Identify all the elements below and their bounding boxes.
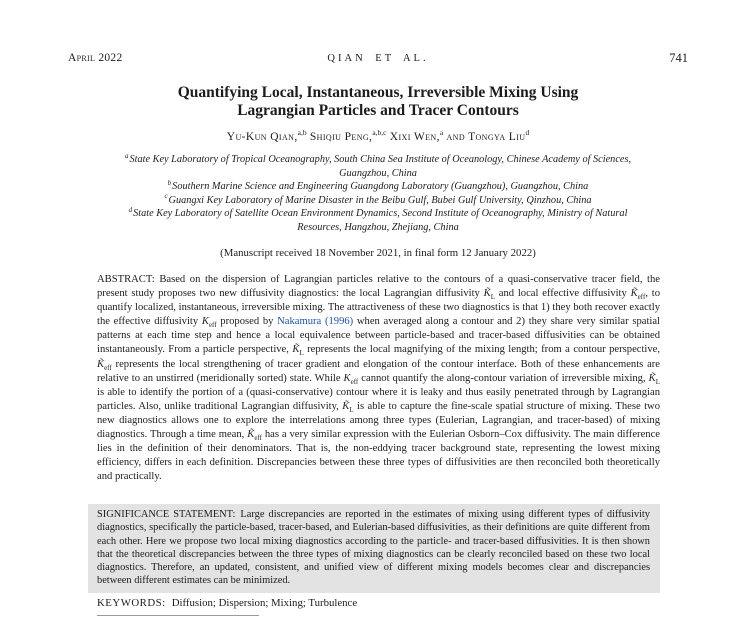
math-symbol: $K̃_L$ bbox=[483, 288, 495, 302]
running-header bbox=[68, 52, 688, 68]
footnote-separator-rule bbox=[97, 615, 259, 616]
text-run: proposed by bbox=[216, 316, 278, 328]
math-symbol: $K̃_{eff}$ bbox=[630, 288, 646, 302]
text-run: Yu-Kun Qian,$^{a,b}$ bbox=[226, 128, 307, 143]
text-run: and Tongya Liu$^d$ bbox=[443, 128, 530, 143]
text-run: when averaged along a contour and 2) they share very similar spatial patterns at each time step and hence a local equivalence between particle-based and tracer-based diffusivities can be obtained instantaneously. From a particle perspective, bbox=[97, 316, 660, 356]
text-run: has a very similar expression with the Eulerian Osborn–Cox diffusivity. The main difference lies in the definition of their denominators. That is, the non-eddying tracer background state, representing the lowest mixing efficiency, differs in each definition. Discrepancies between these three types of diffusivities are then reconciled both theoretically and practically. bbox=[97, 429, 660, 483]
manuscript-received-note: (Manuscript received 18 November 2021, in final form 12 January 2022) bbox=[220, 247, 536, 259]
text-run: is able to capture the fine-scale spatial structure of mixing. These two new diagnostics allows one to explore the interrelations among three types (Eulerian, Lagrangian, and tracer-based) of mixing diagnostics. Through a time mean, bbox=[97, 400, 660, 441]
math-symbol: $K̃_L$ bbox=[648, 372, 660, 386]
affiliation-text: State Key Laboratory of Satellite Ocean Environment Dynamics, Second Institute of Oceanography, Ministry of Natural Resources, Hangzhou, Zhejiang, China bbox=[133, 208, 628, 233]
affiliation-marker: a bbox=[124, 151, 129, 160]
keywords-label: KEYWORDS: bbox=[97, 597, 166, 609]
affiliation bbox=[118, 153, 638, 180]
affiliation-marker: c bbox=[164, 192, 168, 201]
affiliation bbox=[118, 194, 638, 208]
affiliation bbox=[118, 207, 638, 234]
paper-title-block bbox=[0, 84, 756, 120]
math-symbol: $K̃_{eff}$ bbox=[247, 429, 262, 443]
math-symbol: $K̃_L$ bbox=[292, 344, 304, 358]
math-symbol: $K_{eff}$ bbox=[343, 372, 359, 386]
significance-statement-box bbox=[88, 504, 660, 593]
math-symbol: $K_{eff}$ bbox=[201, 316, 217, 330]
affiliation-text: Southern Marine Science and Engineering Guangdong Laboratory (Guangzhou), Guangzhou, China bbox=[172, 181, 589, 192]
page-number: 741 bbox=[669, 51, 688, 65]
affiliation-marker: b bbox=[167, 178, 172, 187]
issue-date: April 2022 bbox=[68, 52, 123, 64]
text-run: Xixi Wen,$^a$ bbox=[386, 128, 444, 143]
text-run: represents the local magnifying of the mixing length; from a contour perspective, bbox=[303, 344, 661, 356]
paper-title: Quantifying Local, Instantaneous, Irreversible Mixing Using Lagrangian Particles and Tracer Contours bbox=[177, 84, 579, 119]
text-run: ABSTRACT: Based on the dispersion of Lagrangian particles relative to the contours of a quasi-conservative tracer field, the present study proposes two new diffusivity diagnostics: the local Lagrangian diffusivity bbox=[97, 274, 660, 300]
citation-link[interactable]: Nakamura (1996) bbox=[277, 316, 354, 328]
significance-label: SIGNIFICANCE STATEMENT: bbox=[97, 509, 236, 520]
running-head-authors: QIAN ET AL. bbox=[327, 53, 429, 64]
affiliation-text: State Key Laboratory of Tropical Oceanography, South China Sea Institute of Oceanology, Chinese Academy of Sciences, Guangzhou, China bbox=[129, 154, 632, 179]
text-run: Shiqiu Peng,$^{a,b,c}$ bbox=[306, 128, 387, 143]
affiliation-text: Guangxi Key Laboratory of Marine Disaster in the Beibu Gulf, Bubei Gulf University, Qinzhou, China bbox=[168, 194, 592, 206]
text-run: and local effective diffusivity bbox=[494, 288, 631, 300]
keywords-text: Diffusion; Dispersion; Mixing; Turbulence bbox=[171, 597, 358, 609]
affiliation-list bbox=[0, 153, 756, 234]
affiliation bbox=[118, 180, 638, 194]
text-run: cannot quantify the along-contour variation of irreversible mixing, bbox=[358, 372, 649, 384]
math-symbol: $K̃_L$ bbox=[342, 400, 354, 414]
affiliation-marker: d bbox=[128, 205, 133, 214]
math-symbol: $K̃_{eff}$ bbox=[97, 358, 112, 372]
text-run: is able to identify the portion of a (quasi-conservative) contour where it is leaky and thus easily penetrated through by Lagrangian particles. Also, unlike traditional Lagrangian diffusivity, bbox=[97, 386, 660, 412]
author-list bbox=[0, 128, 756, 143]
keywords-line bbox=[97, 597, 688, 609]
significance-text: Large discrepancies are reported in the estimates of mixing using different types of diffusivity diagnostics, specifically the particle-based, tracer-based, and Eulerian-based diffusivities, as their definitions are quite different from each other. Here we propose two local mixing diagnostics according to the particle- and tracer-based diffusivities. It is then shown that the theoretical discrepancies between the three types of mixing diagnostics can be clearly reconciled based on these two local diagnostics. Therefore, an updated, consistent, and unified view of different mixing models becomes clear and discrepancies between different estimates can be minimized. bbox=[97, 509, 651, 587]
text-run: , to quantify localized, instantaneous, irreversible mixing. The attractiveness of these two diagnostics is that 1) they both recover exactly the effective diffusivity bbox=[97, 288, 660, 328]
text-run: represents the local strengthening of tracer gradient and elongation of the contour interface. Both of these enhancements are relative to an unstirred (meridionally sorted) state. While bbox=[97, 358, 660, 384]
abstract bbox=[97, 273, 660, 484]
